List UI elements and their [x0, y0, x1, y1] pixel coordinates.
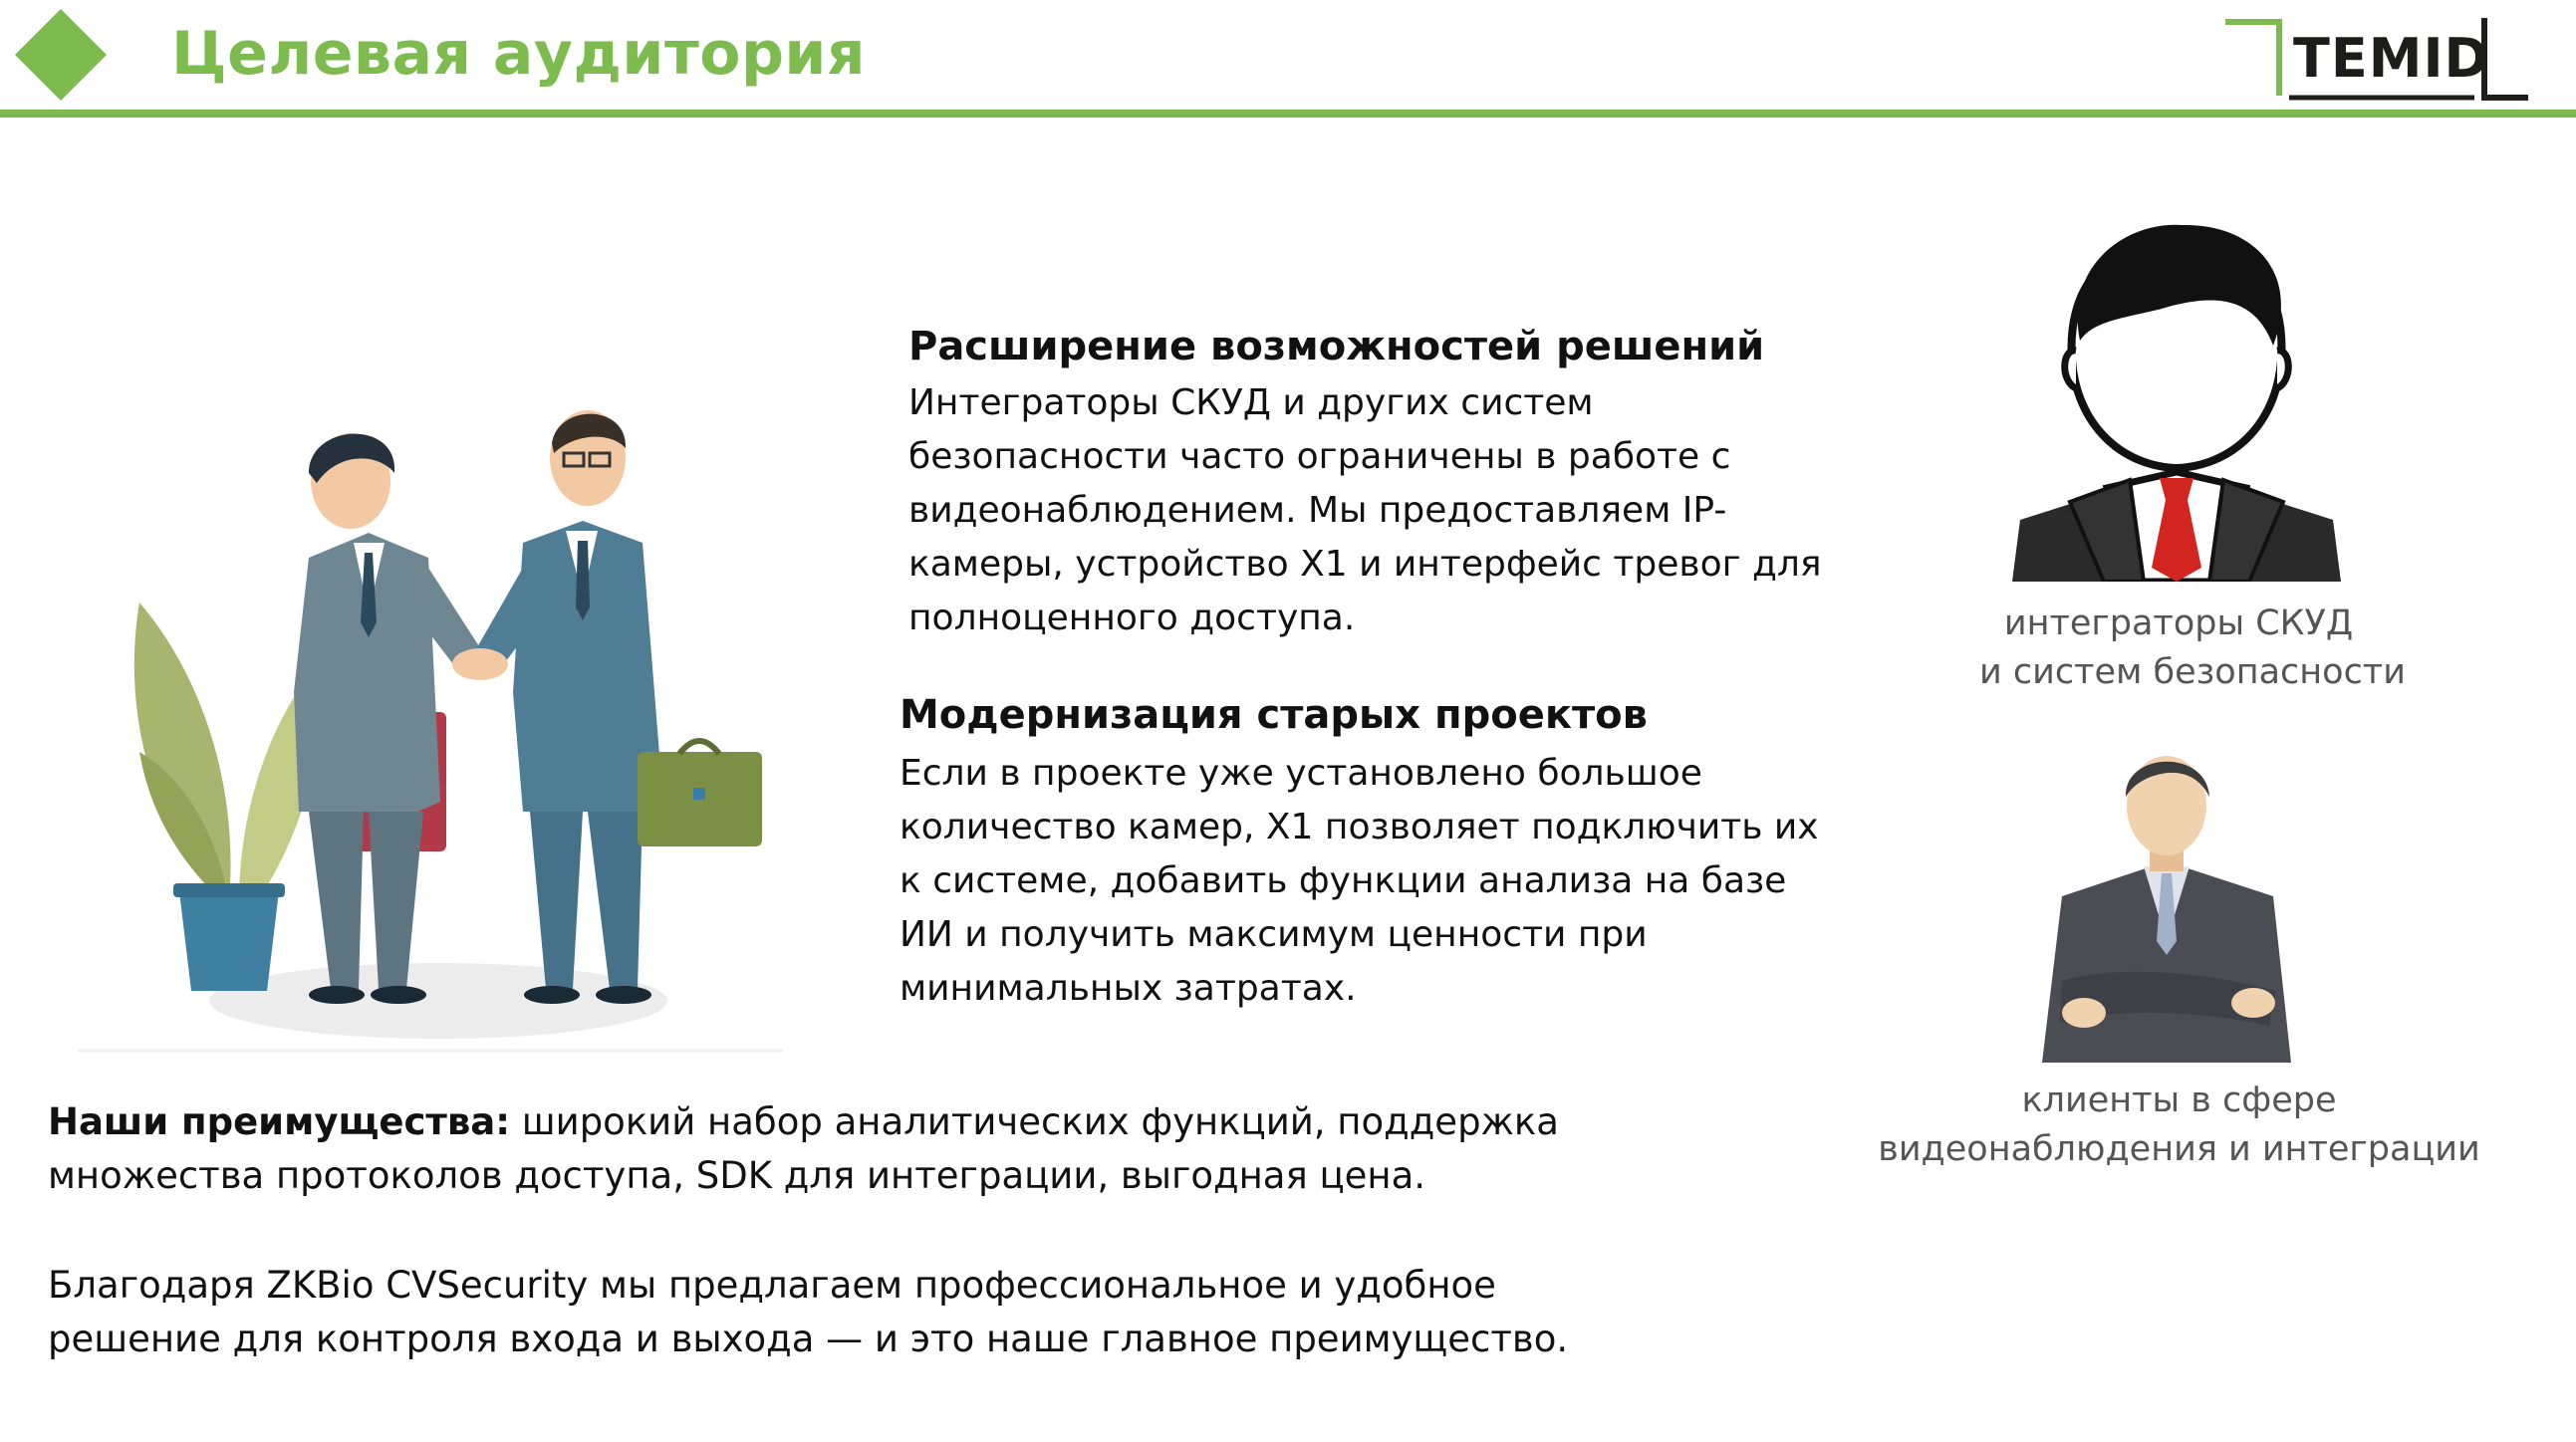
section-title-expansion: Расширение возможностей решений — [908, 324, 1765, 369]
body-line: Если в проекте уже установлено большое — [900, 753, 1702, 794]
client-person-icon — [2032, 742, 2301, 1063]
header-divider — [0, 110, 2576, 118]
closing-line: решение для контроля входа и выхода — и это наше главное преимущество. — [48, 1318, 1569, 1360]
body-line: Интеграторы СКУД и других систем — [908, 382, 1594, 423]
body-line: полноценного доступа. — [908, 598, 1356, 638]
caption-line: видеонаблюдения и интеграции — [1878, 1129, 2480, 1169]
body-line: количество камер, X1 позволяет подключить их — [900, 807, 1819, 847]
caption-line: интеграторы СКУД — [2003, 603, 2354, 643]
advantages-line-1 — [48, 1095, 1559, 1149]
body-line: камеры, устройство X1 и интерфейс тревог для — [908, 544, 1822, 585]
integrator-person-icon — [2012, 221, 2341, 582]
advantages-line-2: множества протоколов доступа, SDK для интеграции, выгодная цена. — [48, 1154, 1426, 1197]
section-body-modernization — [900, 747, 1819, 1016]
section-body-expansion — [908, 376, 1822, 645]
caption-line: и систем безопасности — [1979, 652, 2406, 692]
section-title-modernization: Модернизация старых проектов — [900, 692, 1648, 738]
page-title: Целевая аудитория — [171, 19, 866, 89]
caption-line: клиенты в сфере — [2021, 1081, 2337, 1120]
body-line: безопасности часто ограничены в работе с — [908, 436, 1731, 477]
temid-logo — [2223, 14, 2542, 104]
body-line: видеонаблюдением. Мы предоставляем IP- — [908, 490, 1727, 531]
advantages-block — [48, 1095, 1559, 1203]
advantages-text: широкий набор аналитических функций, поддержка — [510, 1100, 1559, 1143]
body-line: ИИ и получить максимум ценности при — [900, 914, 1648, 955]
body-line: минимальных затратах. — [900, 968, 1357, 1009]
closing-statement — [48, 1259, 1568, 1366]
logo-text: TEMID — [2293, 27, 2490, 90]
body-line: к системе, добавить функции анализа на базе — [900, 860, 1787, 901]
diamond-icon — [15, 9, 107, 101]
handshake-illustration-icon — [70, 393, 787, 1061]
advantages-label: Наши преимущества: — [48, 1100, 511, 1143]
caption-integrators — [1979, 600, 2406, 697]
closing-line: Благодаря ZKBio CVSecurity мы предлагаем профессиональное и удобное — [48, 1264, 1496, 1307]
caption-clients — [1868, 1077, 2490, 1174]
